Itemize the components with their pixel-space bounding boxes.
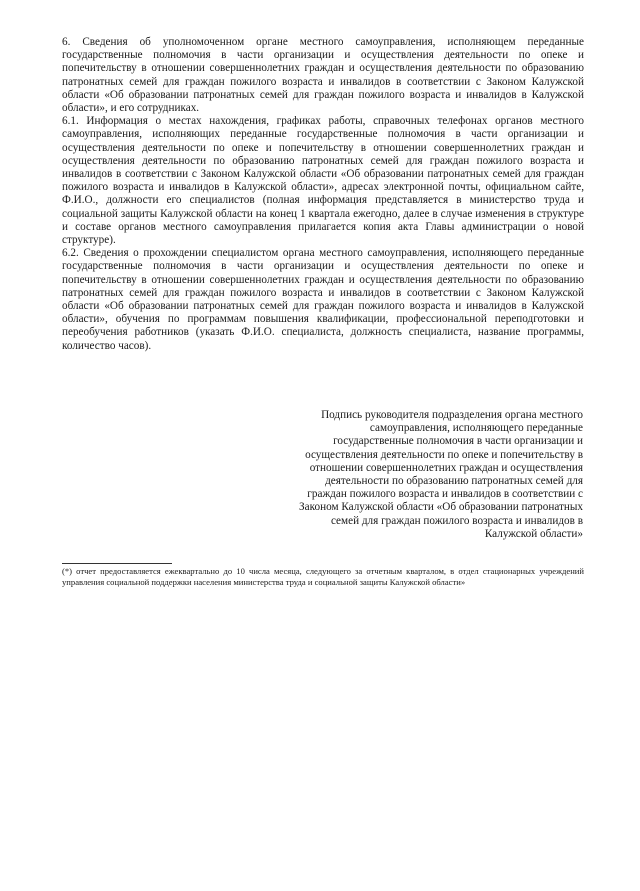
footnote: [62, 566, 584, 588]
signature-line: Законом Калужской области «Об образовании патронатных: [299, 501, 583, 514]
paragraph-section-6-1: 6.1. Информация о местах нахождения, графиках работы, справочных телефонах органов местного самоуправления, исполняющих переданные государственные полномочия в части организации и осуществления деятельности по опеке и попечительству в отношении совершеннолетних граждан и осуществления деятельности по образованию патронатных семей для граждан пожилого возраста и инвалидов в соответствии с Законом Калужской области «Об образовании патронатных семей для граждан пожилого возраста и инвалидов в Калужской области», адресах электронной почты, официальном сайте, Ф.И.О., должности его специалистов (полная информация представляется в министерство труда и социальной защиты Калужской области на конец 1 квартала ежегодно, далее в случае изменения в структуре и составе органов местного самоуправления прилагается копия акта Главы администрации о новой структуре).: [62, 115, 584, 247]
signature-line: семей для граждан пожилого возраста и инвалидов в: [330, 514, 583, 527]
signature-line: отношении совершеннолетних граждан и осуществления: [309, 461, 583, 474]
signature-line: самоуправления, исполняющего переданные: [369, 422, 583, 435]
signature-line: осуществления деятельности по опеке и попечительству в: [305, 448, 583, 461]
signature-block: [245, 409, 583, 541]
footnote-divider: [62, 563, 172, 564]
signature-line: граждан пожилого возраста и инвалидов в соответствии с: [307, 488, 583, 501]
signature-line: Подпись руководителя подразделения органа местного: [321, 409, 583, 421]
paragraph-section-6-2: 6.2. Сведения о прохождении специалистом органа местного самоуправления, исполняющего переданные государственные полномочия в части организации и осуществления деятельности по опеке и попечительству в отношении совершеннолетних граждан и осуществления деятельности по образованию патронатных семей для граждан пожилого возраста и инвалидов в соответствии с Законом Калужской области «Об образовании патронатных семей для граждан пожилого возраста и инвалидов в Калужской области», обучения по программам повышения квалификации, профессиональной переподготовки и переобучения работников (указать Ф.И.О. специалиста, должность специалиста, название программы, количество часов).: [62, 247, 584, 352]
report-body: [62, 36, 584, 353]
footnote-text: (*) отчет предоставляется ежеквартально до 10 числа месяца, следующего за отчетным кварталом, в отдел стационарных учреждений управления социальной поддержки населения министерства труда и социальной защиты Калужской области»: [62, 566, 584, 587]
signature-line: Калужской области»: [484, 527, 583, 540]
signature-line: государственные полномочия в части организации и: [333, 435, 583, 448]
paragraph-section-6: 6. Сведения об уполномоченном органе местного самоуправления, исполняющем переданные государственные полномочия в части организации и осуществления деятельности по опеке и попечительству в отношении совершеннолетних граждан и осуществления деятельности по образованию патронатных семей для граждан пожилого возраста и инвалидов в соответствии с Законом Калужской области «Об образовании патронатных семей для граждан пожилого возраста и инвалидов в Калужской области», и его сотрудниках.: [62, 36, 584, 115]
signature-line: деятельности по образованию патронатных семей для: [325, 475, 583, 488]
